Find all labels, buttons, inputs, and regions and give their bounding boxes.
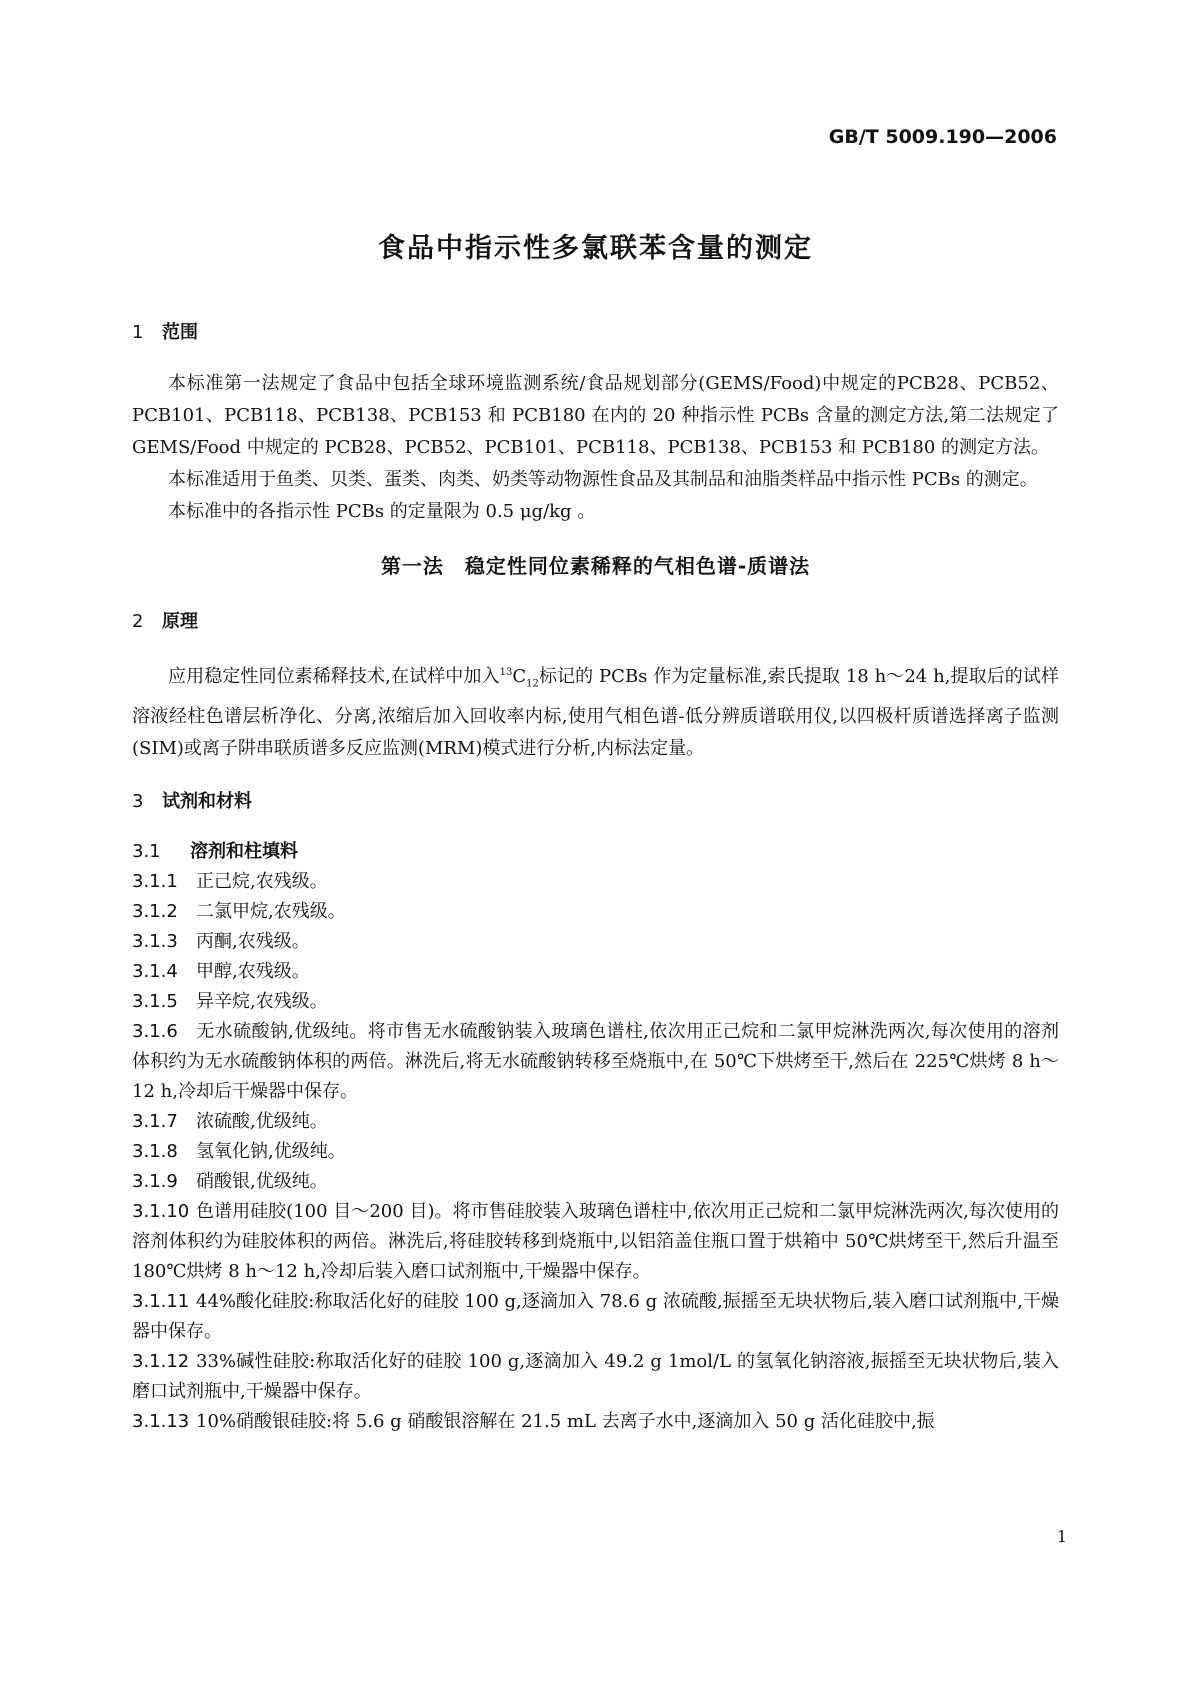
isotope-subscript: 12 xyxy=(526,678,539,690)
clause-number: 3.1.8 xyxy=(132,1140,178,1162)
clause-number: 3.1.3 xyxy=(132,930,178,952)
method-1-heading: 第一法 稳定性同位素稀释的气相色谱-质谱法 xyxy=(380,554,811,578)
clause-text: 色谱用硅胶(100 目～200 目)。将市售硅胶装入玻璃色谱柱中,依次用正己烷和二氯甲烷淋洗两次,每次使用的溶剂体积约为硅胶体积的两倍。淋洗后,将硅胶转移到烧瓶中,以铝箔盖住瓶口置于烘箱中 50℃烘烤至干,然后升温至 180℃烘烤 8 h～12 h,冷却后装入磨口试剂瓶中,干燥器中保存。 xyxy=(132,1200,1059,1282)
clause-number: 3.1.6 xyxy=(132,1020,178,1042)
section-number: 2 xyxy=(132,611,144,632)
clause-number: 3.1.9 xyxy=(132,1170,178,1192)
section-3-heading xyxy=(132,787,1059,813)
clause-text: 二氯甲烷,农残级。 xyxy=(196,900,346,922)
section-1-body xyxy=(132,368,1059,528)
clause-text: 丙酮,农残级。 xyxy=(196,930,310,952)
reagent-list xyxy=(132,867,1059,1437)
list-item xyxy=(132,1197,1059,1287)
clause-number: 3.1.1 xyxy=(132,870,178,892)
clause-number: 3.1.10 xyxy=(132,1200,190,1222)
page-number: 1 xyxy=(1056,1527,1067,1546)
list-item xyxy=(132,927,1059,957)
paragraph: 本标准适用于鱼类、贝类、蛋类、肉类、奶类等动物源性食品及其制品和油脂类样品中指示性 PCBs 的测定。 xyxy=(168,469,1038,490)
paragraph xyxy=(132,657,1059,765)
paragraph: 本标准第一法规定了食品中包括全球环境监测系统/食品规划部分(GEMS/Food)中规定的PCB28、PCB52、PCB101、PCB118、PCB138、PCB153 和 PCB180 在内的 20 种指示性 PCBs 含量的测定方法,第二法规定了 GEMS/Food 中规定的 PCB28、PCB52、PCB101、PCB118、PCB138、PCB153 和 PCB180 的测定方法。 xyxy=(132,373,1059,458)
standard-code: GB/T 5009.190—2006 xyxy=(828,126,1057,148)
section-number: 3 xyxy=(132,790,144,812)
clause-text: 氢氧化钠,优级纯。 xyxy=(196,1140,346,1162)
clause-text: 浓硫酸,优级纯。 xyxy=(196,1110,328,1132)
clause-number: 3.1.5 xyxy=(132,990,178,1012)
subsection-title: 溶剂和柱填料 xyxy=(190,840,298,862)
list-item xyxy=(132,1287,1059,1347)
section-title: 原理 xyxy=(162,611,198,632)
clause-text: 无水硫酸钠,优级纯。将市售无水硫酸钠装入玻璃色谱柱,依次用正己烷和二氯甲烷淋洗两次,每次使用的溶剂体积约为无水硫酸钠体积的两倍。淋洗后,将无水硫酸钠转移至烧瓶中,在 50℃下烘烤至干,然后在 225℃烘烤 8 h～12 h,冷却后干燥器中保存。 xyxy=(132,1020,1059,1102)
section-1-heading xyxy=(132,318,1059,344)
subsection-3-1-heading xyxy=(132,837,1059,867)
document-body xyxy=(132,318,1059,1437)
section-2-heading xyxy=(132,607,1059,633)
list-item xyxy=(132,1347,1059,1407)
section-number: 1 xyxy=(132,322,144,343)
element-symbol: C xyxy=(512,666,527,687)
isotope-superscript: 13 xyxy=(499,667,513,678)
clause-text: 异辛烷,农残级。 xyxy=(196,990,328,1012)
list-item xyxy=(132,867,1059,897)
paragraph: 本标准中的各指示性 PCBs 的定量限为 0.5 μg/kg 。 xyxy=(168,501,596,522)
list-item xyxy=(132,957,1059,987)
section-title: 试剂和材料 xyxy=(162,790,252,812)
clause-text: 正己烷,农残级。 xyxy=(196,870,328,892)
subsection-number: 3.1 xyxy=(132,840,161,862)
section-2-body xyxy=(132,657,1059,765)
section-title: 范围 xyxy=(162,322,198,343)
list-item xyxy=(132,1017,1059,1107)
clause-number: 3.1.7 xyxy=(132,1110,178,1132)
clause-text: 硝酸银,优级纯。 xyxy=(196,1170,328,1192)
clause-text: 44%酸化硅胶:称取活化好的硅胶 100 g,逐滴加入 78.6 g 浓硫酸,振摇至无块状物后,装入磨口试剂瓶中,干燥器中保存。 xyxy=(132,1290,1059,1342)
clause-text: 10%硝酸银硅胶:将 5.6 g 硝酸银溶解在 21.5 mL 去离子水中,逐滴加入 50 g 活化硅胶中,振 xyxy=(196,1410,935,1432)
list-item xyxy=(132,1107,1059,1137)
list-item xyxy=(132,987,1059,1017)
clause-number: 3.1.11 xyxy=(132,1290,190,1312)
document-title: 食品中指示性多氯联苯含量的测定 xyxy=(378,233,813,264)
clause-number: 3.1.2 xyxy=(132,900,178,922)
clause-text: 甲醇,农残级。 xyxy=(196,960,310,982)
text-run: 应用稳定性同位素稀释技术,在试样中加入 xyxy=(168,666,500,687)
list-item xyxy=(132,1407,1059,1437)
list-item xyxy=(132,1167,1059,1197)
clause-number: 3.1.13 xyxy=(132,1410,190,1432)
clause-text: 33%碱性硅胶:称取活化好的硅胶 100 g,逐滴加入 49.2 g 1mol/L 的氢氧化钠溶液,振摇至无块状物后,装入磨口试剂瓶中,干燥器中保存。 xyxy=(132,1350,1059,1402)
text-run: 标记的 PCBs 作为定量标准,索氏提取 18 h～24 h,提取后的试样溶液经柱色谱层析净化、分离,浓缩后加入回收率内标,使用气相色谱-低分辨质谱联用仪,以四极杆质谱选择离子监测(SIM)或离子阱串联质谱多反应监测(MRM)模式进行分析,内标法定量。 xyxy=(132,666,1059,759)
list-item xyxy=(132,1137,1059,1167)
list-item xyxy=(132,897,1059,927)
clause-number: 3.1.12 xyxy=(132,1350,190,1372)
clause-number: 3.1.4 xyxy=(132,960,178,982)
